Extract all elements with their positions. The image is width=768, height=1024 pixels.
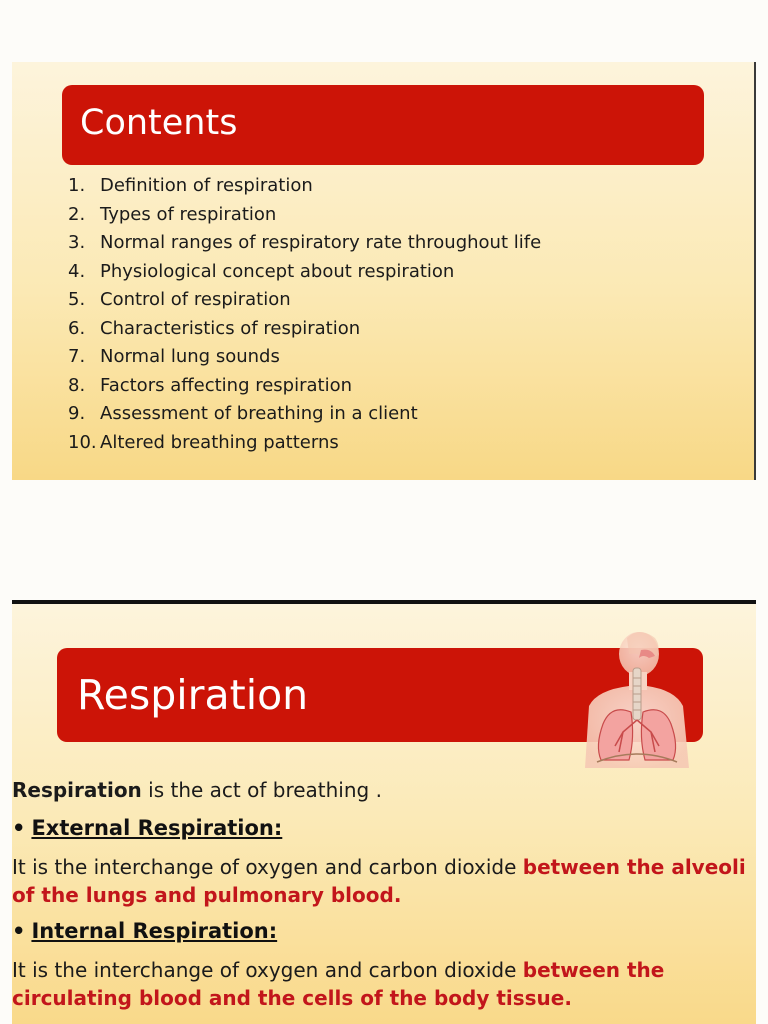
list-item-label: Normal lung sounds (100, 346, 280, 367)
list-item (68, 229, 541, 258)
internal-respiration-line-2 (12, 984, 572, 1012)
list-item-number: 5. (68, 289, 86, 310)
list-item-label: Physiological concept about respiration (100, 260, 455, 282)
list-item-label: Normal ranges of respiratory rate throughout life (100, 232, 542, 253)
highlight-text: circulating blood and the cells of the body tissue. (12, 986, 572, 1010)
highlight-text: of the lungs and pulmonary blood. (12, 883, 402, 907)
contents-list (68, 172, 541, 457)
list-item (68, 172, 541, 201)
list-item-number: 6. (68, 317, 86, 339)
highlight-text: between the alveoli (522, 855, 746, 879)
definition-text: is the act of breathing . (141, 778, 382, 802)
list-item (68, 372, 541, 401)
heading-text: External Respiration: (31, 816, 283, 840)
list-item-number: 1. (68, 175, 86, 196)
highlight-text: between the (522, 958, 665, 982)
list-item (68, 258, 541, 287)
list-item-label: Types of respiration (100, 203, 277, 225)
internal-respiration-heading (12, 917, 277, 945)
list-item (68, 429, 541, 458)
list-item-label: Altered breathing patterns (100, 431, 339, 453)
list-item-number: 9. (68, 403, 86, 424)
external-respiration-heading (12, 814, 282, 842)
contents-slide (12, 62, 756, 480)
list-item (68, 286, 541, 315)
list-item (68, 201, 541, 230)
list-item-number: 2. (68, 203, 86, 225)
lungs-anatomy-icon (567, 628, 702, 768)
list-item-label: Factors affecting respiration (100, 374, 353, 396)
plain-text: It is the interchange of oxygen and carbon dioxide (12, 855, 523, 879)
definition-term: Respiration (12, 778, 142, 802)
internal-respiration-line-1 (12, 956, 664, 984)
list-item-number: 7. (68, 346, 86, 367)
contents-title-bar (62, 85, 704, 165)
heading-text: Internal Respiration: (31, 919, 278, 943)
list-item-number: 4. (68, 260, 86, 282)
slide-title: Respiration (77, 671, 309, 719)
list-item (68, 343, 541, 372)
bullet-icon: • (12, 816, 26, 840)
list-item-label: Definition of respiration (100, 175, 313, 196)
definition-line (12, 776, 382, 804)
external-respiration-line-1 (12, 853, 746, 881)
respiration-slide (12, 600, 756, 1024)
bullet-icon: • (12, 919, 26, 943)
list-item-number: 8. (68, 374, 86, 396)
list-item-number: 10. (68, 431, 97, 453)
slide-title: Contents (80, 103, 238, 143)
list-item (68, 315, 541, 344)
list-item-label: Control of respiration (100, 289, 291, 310)
plain-text: It is the interchange of oxygen and carbon dioxide (12, 958, 523, 982)
list-item-label: Assessment of breathing in a client (100, 403, 418, 424)
list-item (68, 400, 541, 429)
list-item-label: Characteristics of respiration (100, 317, 361, 339)
external-respiration-line-2 (12, 881, 401, 909)
list-item-number: 3. (68, 232, 86, 253)
